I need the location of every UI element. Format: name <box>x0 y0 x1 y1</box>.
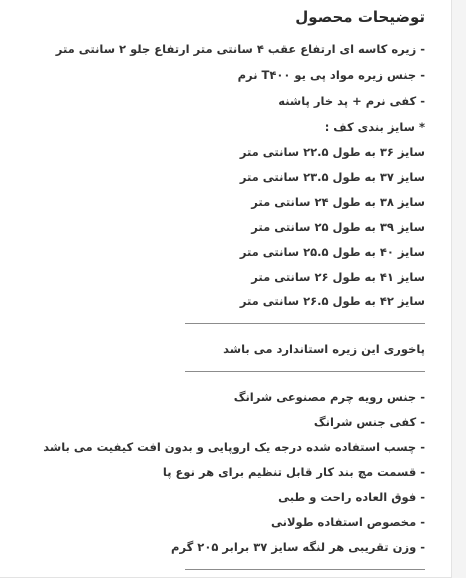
size-row-42: سایز ۴۲ به طول ۲۶.۵ سانتی متر <box>239 294 425 308</box>
size-chart-heading: * سایز بندی کف : <box>324 120 425 134</box>
page-scroll-strip <box>452 0 466 578</box>
size-row-40: سایز ۴۰ به طول ۲۵.۵ سانتی متر <box>239 245 425 259</box>
divider <box>185 323 425 324</box>
size-row-39: سایز ۳۹ به طول ۲۵ سانتی متر <box>251 220 425 234</box>
section-title: توضیحات محصول <box>295 8 425 26</box>
divider <box>185 371 425 372</box>
spec-line-adhesive: - چسب استفاده شده درجه یک اروپایی و بدون افت کیفیت می باشد <box>43 440 425 454</box>
spec-line-heel-height: - زیره کاسه ای ارتفاع عقب ۴ سانتی متر ارتفاع جلو ۲ سانتی متر <box>55 42 425 56</box>
spec-line-sole-material: - جنس زیره مواد پی یو T۴۰۰ نرم <box>237 68 425 82</box>
spec-line-upper-material: - جنس رویه چرم مصنوعی شرانگ <box>233 390 425 404</box>
fit-note: پاخوری این زیره استاندارد می باشد <box>223 342 425 356</box>
spec-line-comfort: - فوق العاده راحت و طبی <box>278 490 425 504</box>
spec-line-long-use: - مخصوص استفاده طولانی <box>271 515 425 529</box>
spec-line-weight: - وزن تقریبی هر لنگه سایز ۳۷ برابر ۲۰۵ گرم <box>171 540 425 554</box>
size-row-41: سایز ۴۱ به طول ۲۶ سانتی متر <box>251 270 425 284</box>
size-row-37: سایز ۳۷ به طول ۲۳.۵ سانتی متر <box>239 170 425 184</box>
divider <box>185 569 425 570</box>
spec-line-insole-material: - کفی جنس شرانگ <box>313 415 425 429</box>
spec-line-ankle-strap: - قسمت مچ بند کار قابل تنظیم برای هر نوع پا <box>162 465 425 479</box>
size-row-36: سایز ۳۶ به طول ۲۲.۵ سانتی متر <box>239 145 425 159</box>
spec-line-insole: - کفی نرم + پد خار پاشنه <box>278 94 425 108</box>
size-row-38: سایز ۳۸ به طول ۲۴ سانتی متر <box>251 195 425 209</box>
